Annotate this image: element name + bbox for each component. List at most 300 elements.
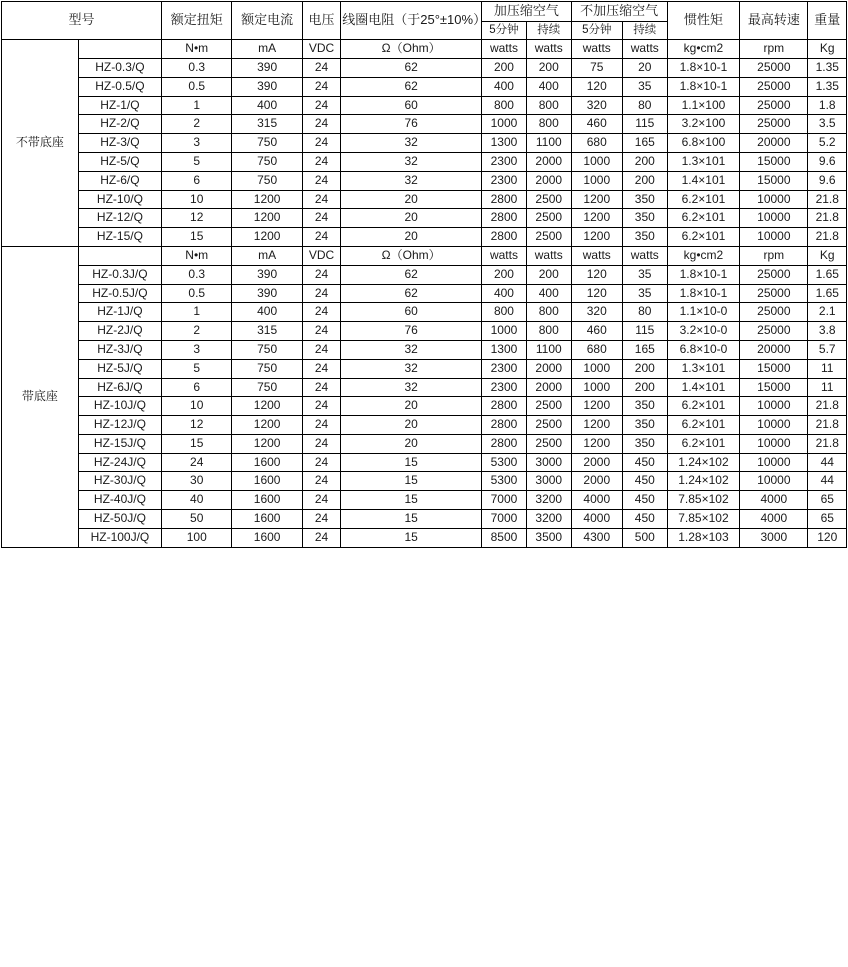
cell-torque: 1 [162,96,232,115]
cell-current: 750 [232,152,302,171]
unit-rpm: rpm [740,40,808,59]
cell-pressurized-5min: 2800 [482,190,527,209]
cell-pressurized-continuous: 200 [526,58,571,77]
cell-pressurized-continuous: 2500 [526,190,571,209]
cell-model: HZ-10/Q [78,190,161,209]
cell-pressurized-5min: 1300 [482,340,527,359]
cell-inertia: 1.3×101 [667,359,740,378]
cell-weight: 1.35 [808,77,847,96]
cell-nonpressurized-5min: 120 [571,284,622,303]
table-row [2,265,847,284]
cell-weight: 1.35 [808,58,847,77]
header-inertia: 惯性矩 [667,2,740,40]
cell-resistance: 32 [341,152,482,171]
cell-weight: 65 [808,510,847,529]
cell-model: HZ-30J/Q [78,472,161,491]
cell-resistance: 62 [341,284,482,303]
cell-pressurized-5min: 5300 [482,453,527,472]
table-row [2,510,847,529]
cell-resistance: 15 [341,453,482,472]
cell-torque: 2 [162,322,232,341]
header-pressurized-continuous: 持续 [526,21,571,39]
cell-nonpressurized-5min: 1200 [571,434,622,453]
cell-weight: 11 [808,359,847,378]
table-row [2,340,847,359]
cell-nonpressurized-continuous: 350 [622,190,667,209]
group-label-1: 带底座 [2,246,79,547]
cell-inertia: 7.85×102 [667,491,740,510]
unit-nonpressurized-continuous: watts [622,40,667,59]
unit-resistance: Ω（Ohm） [341,40,482,59]
cell-current: 400 [232,96,302,115]
cell-nonpressurized-continuous: 115 [622,322,667,341]
cell-current: 1200 [232,397,302,416]
cell-model: HZ-0.3J/Q [78,265,161,284]
cell-resistance: 15 [341,528,482,547]
cell-model: HZ-10J/Q [78,397,161,416]
cell-weight: 3.5 [808,115,847,134]
table-row [2,96,847,115]
cell-resistance: 32 [341,340,482,359]
cell-nonpressurized-5min: 680 [571,340,622,359]
header-model: 型号 [2,2,162,40]
cell-current: 1200 [232,209,302,228]
table-row [2,322,847,341]
cell-resistance: 76 [341,115,482,134]
table-row [2,284,847,303]
cell-rpm: 4000 [740,491,808,510]
cell-rpm: 10000 [740,190,808,209]
cell-voltage: 24 [302,322,340,341]
unit-voltage: VDC [302,246,340,265]
cell-inertia: 6.2×101 [667,434,740,453]
cell-pressurized-5min: 1300 [482,134,527,153]
cell-resistance: 62 [341,58,482,77]
cell-model: HZ-15J/Q [78,434,161,453]
cell-torque: 6 [162,378,232,397]
cell-rpm: 20000 [740,134,808,153]
cell-pressurized-5min: 200 [482,58,527,77]
cell-voltage: 24 [302,397,340,416]
cell-nonpressurized-5min: 2000 [571,472,622,491]
cell-pressurized-continuous: 800 [526,115,571,134]
unit-torque: N•m [162,246,232,265]
header-row-main [2,2,847,22]
cell-resistance: 20 [341,434,482,453]
unit-resistance: Ω（Ohm） [341,246,482,265]
cell-weight: 5.2 [808,134,847,153]
cell-model: HZ-1J/Q [78,303,161,322]
cell-rpm: 10000 [740,434,808,453]
cell-nonpressurized-continuous: 450 [622,472,667,491]
unit-model-blank [78,246,161,265]
cell-torque: 2 [162,115,232,134]
cell-nonpressurized-continuous: 200 [622,359,667,378]
cell-nonpressurized-continuous: 200 [622,152,667,171]
cell-pressurized-5min: 2800 [482,209,527,228]
specification-table [1,1,847,548]
cell-nonpressurized-5min: 320 [571,96,622,115]
cell-torque: 10 [162,190,232,209]
cell-current: 390 [232,58,302,77]
cell-nonpressurized-5min: 1200 [571,397,622,416]
cell-nonpressurized-5min: 1200 [571,416,622,435]
cell-resistance: 32 [341,171,482,190]
cell-model: HZ-5J/Q [78,359,161,378]
cell-model: HZ-12/Q [78,209,161,228]
table-row [2,134,847,153]
cell-rpm: 15000 [740,378,808,397]
cell-pressurized-continuous: 2500 [526,416,571,435]
cell-rpm: 25000 [740,115,808,134]
cell-weight: 21.8 [808,228,847,247]
cell-model: HZ-24J/Q [78,453,161,472]
cell-torque: 6 [162,171,232,190]
unit-rpm: rpm [740,246,808,265]
cell-voltage: 24 [302,416,340,435]
cell-pressurized-continuous: 2000 [526,359,571,378]
cell-torque: 5 [162,152,232,171]
cell-current: 1200 [232,434,302,453]
cell-resistance: 32 [341,359,482,378]
cell-nonpressurized-5min: 4000 [571,510,622,529]
table-row [2,434,847,453]
cell-resistance: 20 [341,190,482,209]
cell-model: HZ-12J/Q [78,416,161,435]
cell-weight: 44 [808,453,847,472]
cell-torque: 3 [162,134,232,153]
header-coil-resistance: 线圈电阻（于25°±10%） [341,2,482,40]
cell-pressurized-5min: 800 [482,303,527,322]
cell-rpm: 10000 [740,416,808,435]
table-row [2,152,847,171]
cell-voltage: 24 [302,303,340,322]
cell-model: HZ-15/Q [78,228,161,247]
cell-pressurized-continuous: 400 [526,284,571,303]
cell-current: 1200 [232,190,302,209]
cell-torque: 5 [162,359,232,378]
cell-weight: 3.8 [808,322,847,341]
cell-pressurized-5min: 2800 [482,228,527,247]
table-row [2,171,847,190]
cell-pressurized-5min: 7000 [482,510,527,529]
cell-weight: 21.8 [808,416,847,435]
table-body [2,40,847,548]
cell-torque: 30 [162,472,232,491]
cell-current: 1200 [232,228,302,247]
unit-model-blank [78,40,161,59]
cell-inertia: 6.8×100 [667,134,740,153]
cell-voltage: 24 [302,528,340,547]
cell-pressurized-5min: 400 [482,284,527,303]
cell-pressurized-continuous: 800 [526,96,571,115]
cell-weight: 21.8 [808,209,847,228]
unit-inertia: kg•cm2 [667,246,740,265]
cell-voltage: 24 [302,491,340,510]
cell-inertia: 1.8×10-1 [667,58,740,77]
cell-voltage: 24 [302,134,340,153]
table-row [2,359,847,378]
cell-torque: 50 [162,510,232,529]
table-header [2,2,847,40]
cell-pressurized-5min: 1000 [482,115,527,134]
cell-resistance: 32 [341,378,482,397]
cell-model: HZ-5/Q [78,152,161,171]
cell-voltage: 24 [302,284,340,303]
cell-inertia: 6.2×101 [667,416,740,435]
cell-pressurized-continuous: 2000 [526,171,571,190]
cell-pressurized-continuous: 3000 [526,472,571,491]
cell-inertia: 1.8×10-1 [667,265,740,284]
cell-current: 750 [232,340,302,359]
cell-weight: 9.6 [808,152,847,171]
cell-nonpressurized-5min: 1000 [571,171,622,190]
cell-nonpressurized-5min: 2000 [571,453,622,472]
unit-nonpressurized-continuous: watts [622,246,667,265]
cell-current: 1200 [232,416,302,435]
cell-weight: 9.6 [808,171,847,190]
cell-pressurized-5min: 400 [482,77,527,96]
cell-pressurized-5min: 1000 [482,322,527,341]
cell-nonpressurized-continuous: 35 [622,284,667,303]
cell-pressurized-continuous: 2000 [526,152,571,171]
unit-pressurized-continuous: watts [526,246,571,265]
cell-nonpressurized-5min: 75 [571,58,622,77]
cell-torque: 24 [162,453,232,472]
cell-torque: 0.5 [162,77,232,96]
unit-current: mA [232,246,302,265]
cell-weight: 1.8 [808,96,847,115]
table-row [2,228,847,247]
cell-nonpressurized-5min: 1000 [571,359,622,378]
cell-nonpressurized-5min: 4300 [571,528,622,547]
cell-torque: 0.3 [162,58,232,77]
cell-model: HZ-40J/Q [78,491,161,510]
cell-rpm: 25000 [740,284,808,303]
cell-inertia: 6.8×10-0 [667,340,740,359]
cell-inertia: 1.1×100 [667,96,740,115]
unit-pressurized-continuous: watts [526,40,571,59]
cell-pressurized-5min: 200 [482,265,527,284]
cell-pressurized-continuous: 1100 [526,340,571,359]
cell-voltage: 24 [302,510,340,529]
cell-torque: 10 [162,397,232,416]
cell-pressurized-5min: 5300 [482,472,527,491]
cell-pressurized-5min: 2300 [482,152,527,171]
group-label-0: 不带底座 [2,40,79,247]
cell-resistance: 32 [341,134,482,153]
header-nonpressurized-continuous: 持续 [622,21,667,39]
cell-resistance: 20 [341,209,482,228]
cell-resistance: 20 [341,416,482,435]
cell-model: HZ-2/Q [78,115,161,134]
cell-voltage: 24 [302,171,340,190]
unit-voltage: VDC [302,40,340,59]
cell-inertia: 1.24×102 [667,472,740,491]
cell-nonpressurized-continuous: 200 [622,378,667,397]
cell-inertia: 1.4×101 [667,171,740,190]
header-nonpressurized-5min: 5分钟 [571,21,622,39]
cell-weight: 1.65 [808,265,847,284]
cell-pressurized-5min: 2800 [482,434,527,453]
cell-nonpressurized-5min: 320 [571,303,622,322]
cell-rpm: 25000 [740,96,808,115]
cell-inertia: 6.2×101 [667,228,740,247]
unit-weight: Kg [808,40,847,59]
cell-rpm: 25000 [740,265,808,284]
cell-pressurized-continuous: 3200 [526,491,571,510]
cell-resistance: 76 [341,322,482,341]
cell-voltage: 24 [302,209,340,228]
cell-rpm: 25000 [740,58,808,77]
cell-weight: 120 [808,528,847,547]
header-max-speed: 最高转速 [740,2,808,40]
cell-model: HZ-6/Q [78,171,161,190]
cell-current: 315 [232,115,302,134]
unit-current: mA [232,40,302,59]
cell-rpm: 15000 [740,359,808,378]
cell-model: HZ-0.5J/Q [78,284,161,303]
cell-current: 390 [232,265,302,284]
cell-current: 750 [232,359,302,378]
cell-torque: 0.5 [162,284,232,303]
cell-voltage: 24 [302,340,340,359]
cell-resistance: 15 [341,491,482,510]
cell-nonpressurized-continuous: 165 [622,340,667,359]
cell-voltage: 24 [302,77,340,96]
cell-resistance: 20 [341,228,482,247]
cell-inertia: 1.4×101 [667,378,740,397]
cell-current: 1600 [232,491,302,510]
cell-nonpressurized-continuous: 350 [622,228,667,247]
cell-nonpressurized-continuous: 350 [622,434,667,453]
cell-model: HZ-100J/Q [78,528,161,547]
cell-weight: 44 [808,472,847,491]
cell-torque: 40 [162,491,232,510]
cell-current: 315 [232,322,302,341]
cell-pressurized-continuous: 3200 [526,510,571,529]
unit-row [2,246,847,265]
cell-weight: 11 [808,378,847,397]
cell-current: 1600 [232,472,302,491]
cell-nonpressurized-continuous: 450 [622,453,667,472]
cell-voltage: 24 [302,434,340,453]
cell-nonpressurized-5min: 1200 [571,228,622,247]
cell-torque: 15 [162,228,232,247]
cell-inertia: 7.85×102 [667,510,740,529]
table-row [2,58,847,77]
cell-nonpressurized-5min: 4000 [571,491,622,510]
cell-nonpressurized-continuous: 350 [622,416,667,435]
cell-rpm: 20000 [740,340,808,359]
cell-pressurized-5min: 2300 [482,171,527,190]
cell-weight: 65 [808,491,847,510]
cell-pressurized-continuous: 2500 [526,397,571,416]
cell-voltage: 24 [302,265,340,284]
cell-resistance: 15 [341,472,482,491]
cell-voltage: 24 [302,378,340,397]
cell-resistance: 60 [341,96,482,115]
cell-inertia: 6.2×101 [667,397,740,416]
cell-rpm: 10000 [740,472,808,491]
cell-nonpressurized-continuous: 350 [622,209,667,228]
cell-inertia: 1.1×10-0 [667,303,740,322]
cell-torque: 12 [162,416,232,435]
cell-nonpressurized-continuous: 500 [622,528,667,547]
cell-nonpressurized-5min: 1000 [571,378,622,397]
cell-rpm: 10000 [740,209,808,228]
cell-torque: 1 [162,303,232,322]
cell-pressurized-5min: 2300 [482,359,527,378]
cell-pressurized-continuous: 200 [526,265,571,284]
cell-torque: 3 [162,340,232,359]
cell-pressurized-5min: 2300 [482,378,527,397]
cell-pressurized-5min: 800 [482,96,527,115]
cell-pressurized-continuous: 3500 [526,528,571,547]
cell-voltage: 24 [302,359,340,378]
table-row [2,491,847,510]
cell-nonpressurized-5min: 1200 [571,190,622,209]
cell-current: 400 [232,303,302,322]
table-row [2,378,847,397]
cell-model: HZ-50J/Q [78,510,161,529]
cell-rpm: 10000 [740,453,808,472]
cell-voltage: 24 [302,472,340,491]
header-weight: 重量 [808,2,847,40]
cell-inertia: 1.8×10-1 [667,77,740,96]
cell-voltage: 24 [302,190,340,209]
cell-current: 750 [232,378,302,397]
cell-pressurized-continuous: 2500 [526,434,571,453]
cell-pressurized-5min: 2800 [482,416,527,435]
cell-rpm: 25000 [740,77,808,96]
cell-resistance: 20 [341,397,482,416]
header-pressurized-air: 加压缩空气 [482,2,572,22]
cell-voltage: 24 [302,115,340,134]
unit-pressurized-5min: watts [482,40,527,59]
header-voltage: 电压 [302,2,340,40]
table-row [2,472,847,491]
cell-rpm: 10000 [740,228,808,247]
cell-current: 1600 [232,528,302,547]
table-row [2,397,847,416]
cell-nonpressurized-5min: 1200 [571,209,622,228]
cell-nonpressurized-continuous: 35 [622,265,667,284]
cell-current: 1600 [232,510,302,529]
cell-pressurized-continuous: 800 [526,303,571,322]
cell-torque: 15 [162,434,232,453]
table-row [2,209,847,228]
cell-voltage: 24 [302,96,340,115]
cell-pressurized-5min: 8500 [482,528,527,547]
cell-model: HZ-3/Q [78,134,161,153]
cell-voltage: 24 [302,228,340,247]
cell-inertia: 1.24×102 [667,453,740,472]
cell-weight: 2.1 [808,303,847,322]
unit-nonpressurized-5min: watts [571,40,622,59]
cell-model: HZ-2J/Q [78,322,161,341]
cell-rpm: 15000 [740,171,808,190]
cell-nonpressurized-continuous: 350 [622,397,667,416]
cell-pressurized-5min: 2800 [482,397,527,416]
cell-nonpressurized-5min: 120 [571,77,622,96]
cell-pressurized-continuous: 400 [526,77,571,96]
cell-torque: 100 [162,528,232,547]
cell-inertia: 3.2×100 [667,115,740,134]
header-rated-torque: 额定扭矩 [162,2,232,40]
cell-nonpressurized-continuous: 20 [622,58,667,77]
cell-rpm: 4000 [740,510,808,529]
